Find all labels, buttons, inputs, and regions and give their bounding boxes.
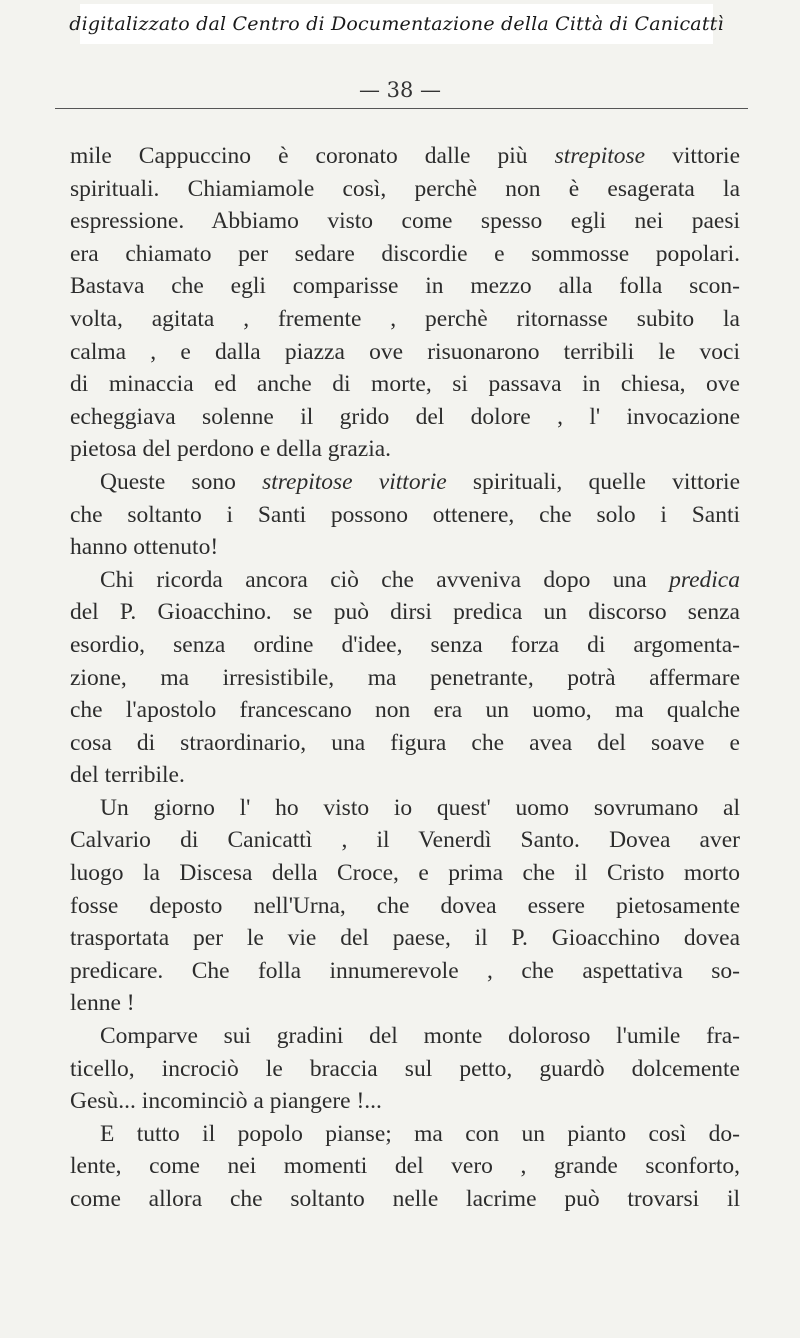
text-run: mile Cappuccino è coronato dalle più <box>70 143 555 169</box>
italic-text: strepitose <box>554 143 646 169</box>
text-run: che soltanto i Santi possono ottenere, che solo i Santi <box>70 501 740 528</box>
header-rule <box>55 108 748 109</box>
text-line <box>70 336 740 369</box>
text-run: espressione. Abbiamo visto come spesso egli nei paesi <box>70 208 740 235</box>
text-run: Queste sono <box>100 468 263 495</box>
text-run: Calvario di Canicattì , il Venerdì Santo. Dovea aver <box>70 827 740 854</box>
text-line <box>70 140 740 173</box>
text-run: zione, ma irresistibile, ma penetrante, potrà affermare <box>70 664 740 691</box>
body-text <box>70 140 740 1216</box>
text-run: Chi ricorda ancora ciò che avveniva dopo una <box>100 566 670 593</box>
text-line <box>70 922 740 955</box>
text-line <box>70 466 740 499</box>
text-line <box>70 1085 740 1118</box>
text-run: del P. Gioacchino. se può dirsi predica un discorso senza <box>70 599 740 626</box>
text-line <box>70 531 740 564</box>
text-line <box>70 890 740 923</box>
text-line <box>70 1020 740 1053</box>
italic-text: strepitose vittorie <box>262 468 447 495</box>
text-line <box>70 857 740 890</box>
text-line <box>70 694 740 727</box>
text-run: che l'apostolo francescano non era un uomo, ma qualche <box>70 697 740 724</box>
text-run: fosse deposto nell'Urna, che dovea essere pietosamente <box>70 892 740 919</box>
text-run: cosa di straordinario, una figura che avea del soave e <box>70 729 740 756</box>
text-line <box>70 662 740 695</box>
text-line <box>70 824 740 857</box>
text-line <box>70 1183 740 1216</box>
text-line <box>70 727 740 760</box>
text-line <box>70 303 740 336</box>
text-run: Un giorno l' ho visto io quest' uomo sovrumano al <box>100 794 740 821</box>
text-run: E tutto il popolo pianse; ma con un pianto così do- <box>100 1120 740 1147</box>
text-line <box>70 499 740 532</box>
text-run: ticello, incrociò le braccia sul petto, guardò dolcemente <box>70 1055 740 1082</box>
text-run: calma , e dalla piazza ove risuonarono terribili le voci <box>70 338 740 365</box>
text-run: predicare. Che folla innumerevole , che aspettativa so- <box>70 957 740 984</box>
text-run: lenne ! <box>70 990 135 1017</box>
text-line <box>70 368 740 401</box>
text-line <box>70 401 740 434</box>
text-run: era chiamato per sedare discordie e sommosse popolari. <box>70 240 740 267</box>
text-run: vittorie <box>645 143 741 169</box>
text-line <box>70 955 740 988</box>
text-line <box>70 596 740 629</box>
text-line <box>70 629 740 662</box>
text-line <box>70 564 740 597</box>
text-run: Comparve sui gradini del monte doloroso l'umile fra- <box>100 1023 740 1050</box>
text-run: del terribile. <box>70 762 185 789</box>
text-line <box>70 1118 740 1151</box>
text-run: spirituali, quelle vittorie <box>446 468 741 495</box>
text-run: luogo la Discesa della Croce, e prima che il Cristo morto <box>70 860 740 887</box>
text-line <box>70 205 740 238</box>
watermark-banner: digitalizzato dal Centro di Documentazione della Città di Canicattì <box>80 4 713 44</box>
text-run: di minaccia ed anche di morte, si passava in chiesa, ove <box>70 371 740 398</box>
text-run: volta, agitata , fremente , perchè ritornasse subito la <box>70 305 740 332</box>
text-run: esordio, senza ordine d'idee, senza forza di argomenta- <box>70 631 740 658</box>
text-line <box>70 1150 740 1183</box>
text-line <box>70 792 740 825</box>
text-line <box>70 759 740 792</box>
text-line <box>70 987 740 1020</box>
text-run: spirituali. Chiamiamole così, perchè non è esagerata la <box>70 175 740 202</box>
text-run: hanno ottenuto! <box>70 534 219 561</box>
text-run: come allora che soltanto nelle lacrime può trovarsi il <box>70 1186 740 1212</box>
text-run: Gesù... incominciò a piangere !... <box>70 1088 382 1115</box>
text-line <box>70 238 740 271</box>
text-run: echeggiava solenne il grido del dolore , l' invocazione <box>70 403 740 430</box>
text-line <box>70 433 740 466</box>
text-run: pietosa del perdono e della grazia. <box>70 436 392 463</box>
text-run: lente, come nei momenti del vero , grande sconforto, <box>70 1153 740 1180</box>
italic-text: predica <box>669 566 740 593</box>
page-number: — 38 — <box>358 78 442 102</box>
text-line <box>70 1053 740 1086</box>
text-run: trasportata per le vie del paese, il P. Gioacchino dovea <box>70 925 740 952</box>
text-line <box>70 173 740 206</box>
text-line <box>70 270 740 303</box>
text-run: Bastava che egli comparisse in mezzo alla folla scon- <box>70 273 740 300</box>
